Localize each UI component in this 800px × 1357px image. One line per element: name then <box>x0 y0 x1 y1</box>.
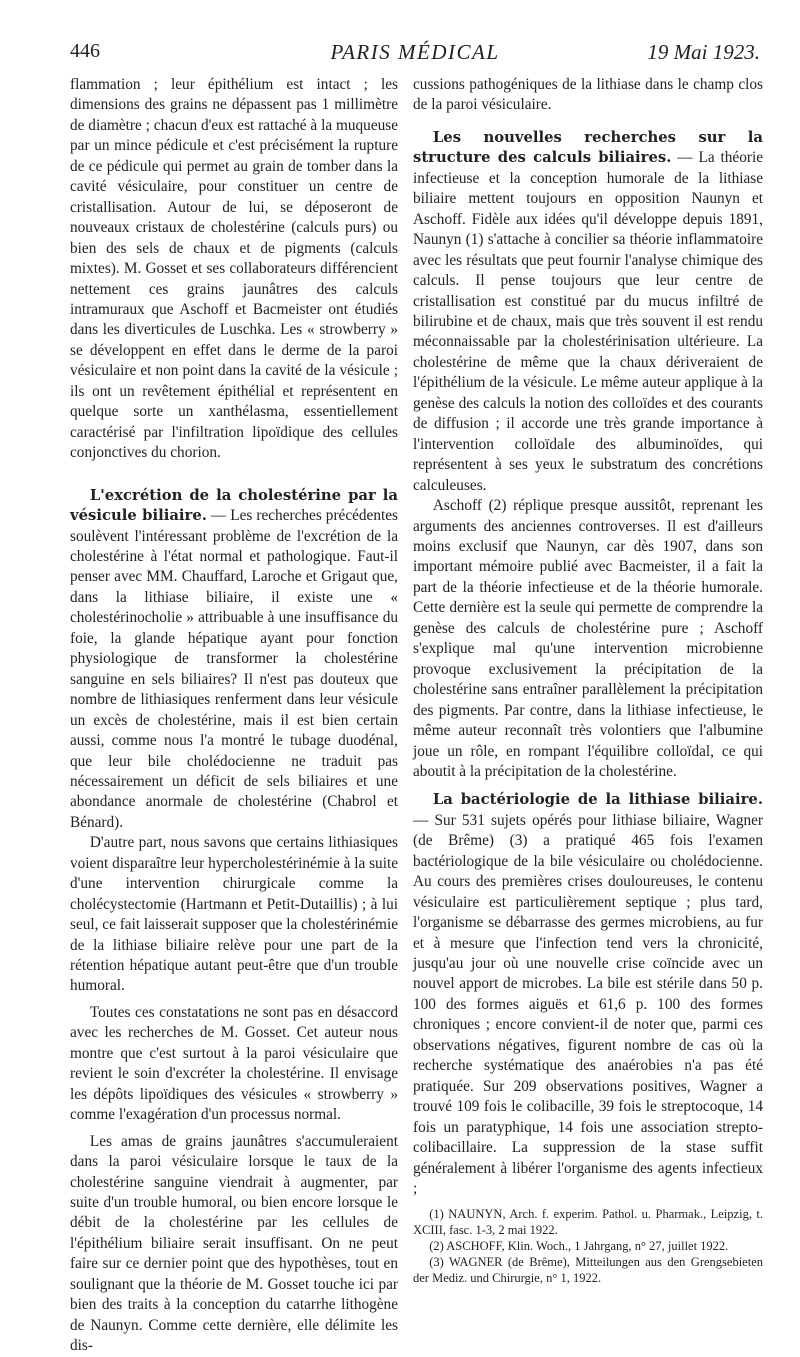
paragraph: Aschoff (2) réplique presque aussitôt, reprenant les arguments des anciennes controverses. Il est d'ailleurs moins exclusif que Naunyn, car dès 1907, dans son important mémoire publié avec Bacmeister, il a fait la part de la théorie infectieuse et de la théorie humorale. Cette dernière est la seule qui permette de comprendre la genèse des calculs de cholestérine pure ; Aschoff s'explique mal qu'une intervention microbienne provoque exclusivement la précipitation de la cholestérine sans entraîner parallèlement la précipitation des pigments. Par contre, dans la lithiase infectieuse, le même auteur reconnaît très volontiers que l'albumine joue un rôle, en rompant l'équilibre colloïdal, ce qui aboutit à la précipitation de la cholestérine. <box>413 497 763 780</box>
section-text: — La théorie infectieuse et la conception humorale de la lithiase biliaire mettent toujours en opposition Naunyn et Aschoff. Fidèle aux idées qu'il développe depuis 1891, Naunyn (1) s'attache à concilier sa théorie inflammatoire avec les résultats que peut fournir l'analyse chimique des calculs. Il pense toujours que leur centre de cristallisation est constitué par du mucus infiltré de bilirubine et de chaux, mais que très souvent il est rendu méconnaissable par la cholestérinisation ultérieure. La cholestérine de même que la chaux dériveraient de l'épithélium de la vésicule. Le même auteur applique à la genèse des calculs la notion des colloïdes et des courants de diffusion ; il accorde une très grande importance à l'intervention colloïdale des albuminoïdes, qui représentent à ses yeux le substratum des concrétions calculeuses. <box>413 149 763 494</box>
left-column <box>70 75 398 1357</box>
section-structure <box>413 128 763 496</box>
page-header <box>70 40 760 72</box>
footnote: (3) WAGNER (de Brême), Mitteilungen aus den Grengsebieten der Mediz. und Chirurgie, n° 1, 1922. <box>413 1254 763 1285</box>
paragraph: cussions pathogéniques de la lithiase dans le champ clos de la paroi vésiculaire. <box>413 76 763 114</box>
footnote: (1) NAUNYN, Arch. f. experim. Pathol. u. Pharmak., Leipzig, t. XCIII, fasc. 1-3, 2 mai 1922. <box>413 1207 763 1238</box>
section-heading: L'excrétion de la cholestérine par la vésicule biliaire. <box>70 486 398 525</box>
section-excretion <box>70 486 398 834</box>
page-number: 446 <box>70 40 100 62</box>
paragraph: Toutes ces constatations ne sont pas en désaccord avec les recherches de M. Gosset. Cet auteur nous montre que c'est surtout à la paroi vésiculaire que revient le soin d'excréter la cholestérine. Il envisage les dépôts lipoïdiques des vésicules « strowberry » comme l'exagération d'un processus normal. <box>70 1003 398 1124</box>
section-bacteriology <box>413 790 763 1199</box>
section-text: — Sur 531 sujets opérés pour lithiase biliaire, Wagner (de Brême) (3) a pratiqué 465 fois l'examen bactériologique de la bile vésiculaire ou cholédocienne. Au cours des premières crises douloureuses, le contenu vésiculaire est particulièrement septique ; plus tard, l'organisme se débarrasse des germes microbiens, au fur et à mesure que l'infection tend vers la chronicité, jusqu'au jour où une nouvelle crise coïncide avec un nouvel apport de microbes. La bile est stérile dans 50 p. 100 des formes aiguës et 61,6 p. 100 des formes chroniques ; encore convient-il de noter que, parmi ces observations négatives, figurent nombre de cas où la recherche systématique des anaérobies n'a pas été pratiquée. Sur 209 observations positives, Wagner a trouvé 109 fois le colibacille, 39 fois le streptocoque, 14 fois un paratyphique, 14 fois une association strepto-colibacillaire. La suppression de la stase suffit généralement à libérer l'organisme des agents infectieux ; <box>413 811 763 1198</box>
footnotes <box>413 1207 763 1286</box>
paragraph: flammation ; leur épithélium est intact ; les dimensions des grains ne dépassent pas 1 millimètre de diamètre ; chacun d'eux est rattaché à la muqueuse par un mince pédicule et c'est précisément la rupture de ce pédicule qui permet au grain de tomber dans la cavité vésiculaire, pour constituer un centre de cristallisation. Autour de lui, se déposeront de nouveaux cristaux de cholestérine (calculs purs) ou bien des sels de chaux et de pigments (calculs mixtes). M. Gosset et ses collaborateurs différencient nettement ces grains jaunâtres des calculs intramuraux que Aschoff et Bacmeister ont étudiés dans les diverticules de Luschka. Les « strowberry » se développent en effet dans le derme de la paroi vésiculaire et non point dans la cavité de la vésicule ; ils ont un revêtement épithélial et représentent en quelque sorte un xanthélasma, essentiellement caractérisé par l'infiltration lipoïdique des cellules conjonctives du chorion. <box>70 76 398 462</box>
section-text: — Les recherches précédentes soulèvent l'intéressant problème de l'excrétion de la cholestérine à l'état normal et pathologique. Faut-il penser avec MM. Chauffard, Laroche et Grigaut que, dans la lithiase biliaire, il existe une « cholestérinocholie » attribuable à une insuffisance du foie, la glande hépatique ayant pour fonction physiologique de transformer la cholestérine sanguine en sels biliaires? Il n'est pas douteux que nombre de lithiasiques renferment dans leur vésicule un excès de cholestérine, mais il est bien certain aussi, comme nous l'a montré le tubage duodénal, que leur bile cholédocienne ne traduit pas nécessairement un déficit de sels biliaires et une abondance anormale de cholestérine (Chabrol et Bénard). <box>70 507 398 831</box>
footnote: (2) ASCHOFF, Klin. Woch., 1 Jahrgang, n° 27, juillet 1922. <box>429 1239 729 1254</box>
journal-title: PARIS MÉDICAL <box>330 40 500 64</box>
section-heading: Les nouvelles recherches sur la structure des calculs biliaires. <box>413 128 763 167</box>
issue-date: 19 Mai 1923. <box>647 40 760 64</box>
right-column <box>413 75 763 1286</box>
paragraph: D'autre part, nous savons que certains lithiasiques voient disparaître leur hypercholestérinémie à la suite d'une intervention chirurgicale comme la cholécystectomie (Hartmann et Petit-Dutaillis) ; à lui seul, ce fait laisserait supposer que la cholestérinémie de la lithiase biliaire relève pour une part de la rétention hépatique autant peut-être que d'un trouble humoral. <box>70 834 398 995</box>
paragraph: Les amas de grains jaunâtres s'accumuleraient dans la paroi vésiculaire lorsque le taux de la cholestérine sanguine viendrait à augmenter, par suite d'un trouble humoral, ou bien encore lorsque le débit de la cholestérine par les cellules de l'épithélium biliaire serait insuffisant. On ne peut faire sur ce dernier point que des hypothèses, tout en soulignant que la théorie de M. Gosset touche ici par bien des traits à la conception du catarrhe lithogène de Naunyn. Comme cette dernière, elle délimite les dis- <box>70 1132 398 1355</box>
section-heading: La bactériologie de la lithiase biliaire. <box>432 791 763 809</box>
